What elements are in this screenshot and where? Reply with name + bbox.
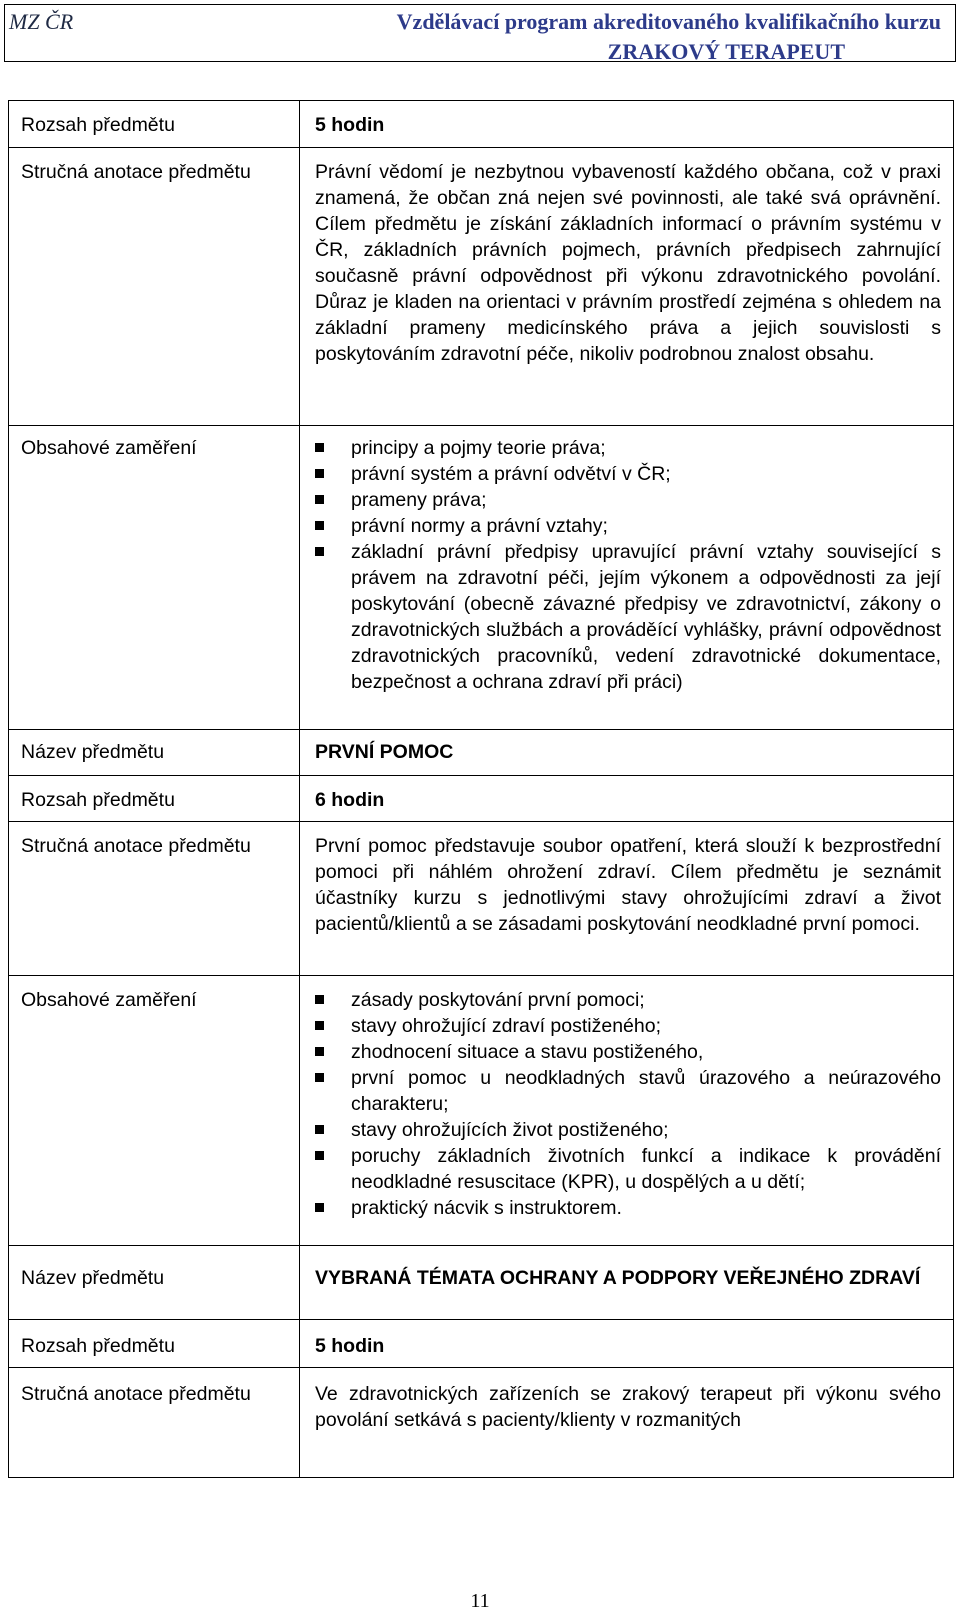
row-divider	[9, 729, 953, 730]
section1-focus-list	[315, 435, 941, 695]
section3-name: VYBRANÁ TÉMATA OCHRANY A PODPORY VEŘEJNÉHO ZDRAVÍ	[315, 1267, 921, 1289]
page-number: 11	[470, 1590, 490, 1612]
bullet-icon	[315, 495, 324, 504]
list-item: prameny práva;	[315, 487, 941, 513]
list-item: poruchy základních životních funkcí a indikace k provádění neodkladné resuscitace (KPR), u dospělých a u dětí;	[315, 1143, 941, 1195]
section3-scope: 5 hodin	[315, 1335, 385, 1357]
list-item: stavy ohrožujících život postiženého;	[315, 1117, 941, 1143]
page-header	[4, 4, 956, 62]
column-divider	[299, 101, 300, 1477]
section2-annotation: První pomoc představuje soubor opatření, která slouží k bezprostřední pomoci při náhlém ohrožení zdraví. Cílem předmětu je seznámit účastníky kurzu s jednotlivými stavy ohrožujícími zdraví a život pacientů/klientů a se zásadami poskytování neodkladné první pomoci.	[315, 835, 941, 935]
section2-name: PRVNÍ POMOC	[315, 741, 454, 763]
section1-annotation: Právní vědomí je nezbytnou vybaveností každého občana, což v praxi znamená, že občan zná nejen své povinnosti, ale také svá oprávnění. Cílem předmětu je získání základních informací o právním systému v ČR, základních právních pojmech, právních předpisech zahrnující současně právní odpovědnost při výkonu zdravotnického povolání. Důraz je kladen na orientaci v právním prostředí zejména s ohledem na základní prameny medicínského práva a jejich souvislosti s poskytováním zdravotní péče, nikoliv podrobnou znalost obsahu.	[315, 161, 941, 365]
label-content-focus: Obsahové zaměření	[21, 989, 197, 1011]
row-divider	[9, 425, 953, 426]
row-divider	[9, 147, 953, 148]
list-item: právní normy a právní vztahy;	[315, 513, 941, 539]
list-item: stavy ohrožující zdraví postiženého;	[315, 1013, 941, 1039]
label-scope: Rozsah předmětu	[21, 1335, 175, 1357]
list-item: právní systém a právní odvětví v ČR;	[315, 461, 941, 487]
header-title-line1: Vzdělávací program akreditovaného kvalifikačního kurzu	[396, 9, 941, 34]
row-divider	[9, 1245, 953, 1246]
bullet-icon	[315, 1047, 324, 1056]
header-org: MZ ČR	[9, 9, 74, 34]
row-divider	[9, 975, 953, 976]
bullet-icon	[315, 521, 324, 530]
label-subject-name: Název předmětu	[21, 1267, 165, 1289]
bullet-icon	[315, 469, 324, 478]
bullet-icon	[315, 547, 324, 556]
bullet-icon	[315, 443, 324, 452]
label-annotation: Stručná anotace předmětu	[21, 161, 251, 183]
row-divider	[9, 775, 953, 776]
list-item: základní právní předpisy upravující právní vztahy související s právem na zdravotní péči, jejím výkonem a odpovědnosti za její poskytování (obecně závazné předpisy ve zdravotnictví, zákony o zdravotnických službách a prováděící vyhlášky, právní odpovědnost zdravotnických pracovníků, vedení zdravotnické dokumentace, bezpečnost a ochrana zdraví při práci)	[315, 539, 941, 695]
list-item: principy a pojmy teorie práva;	[315, 435, 941, 461]
list-item: zhodnocení situace a stavu postiženého,	[315, 1039, 941, 1065]
list-item: praktický nácvik s instruktorem.	[315, 1195, 941, 1221]
label-annotation: Stručná anotace předmětu	[21, 835, 251, 857]
label-content-focus: Obsahové zaměření	[21, 437, 197, 459]
header-title-line2: ZRAKOVÝ TERAPEUT	[607, 39, 845, 64]
bullet-icon	[315, 1073, 324, 1082]
bullet-icon	[315, 1125, 324, 1134]
section1-scope: 5 hodin	[315, 114, 385, 136]
label-subject-name: Název předmětu	[21, 741, 165, 763]
row-divider	[9, 1319, 953, 1320]
section2-scope: 6 hodin	[315, 789, 385, 811]
row-divider	[9, 1367, 953, 1368]
label-scope: Rozsah předmětu	[21, 114, 175, 136]
label-annotation: Stručná anotace předmětu	[21, 1383, 251, 1405]
section3-annotation: Ve zdravotnických zařízeních se zrakový terapeut při výkonu svého povolání setkává s pacienty/klienty v rozmanitých	[315, 1383, 941, 1431]
section2-focus-list	[315, 987, 941, 1221]
bullet-icon	[315, 995, 324, 1004]
bullet-icon	[315, 1151, 324, 1160]
list-item: zásady poskytování první pomoci;	[315, 987, 941, 1013]
list-item: první pomoc u neodkladných stavů úrazového a neúrazového charakteru;	[315, 1065, 941, 1117]
curriculum-table	[8, 100, 954, 1478]
bullet-icon	[315, 1021, 324, 1030]
bullet-icon	[315, 1203, 324, 1212]
label-scope: Rozsah předmětu	[21, 789, 175, 811]
row-divider	[9, 821, 953, 822]
